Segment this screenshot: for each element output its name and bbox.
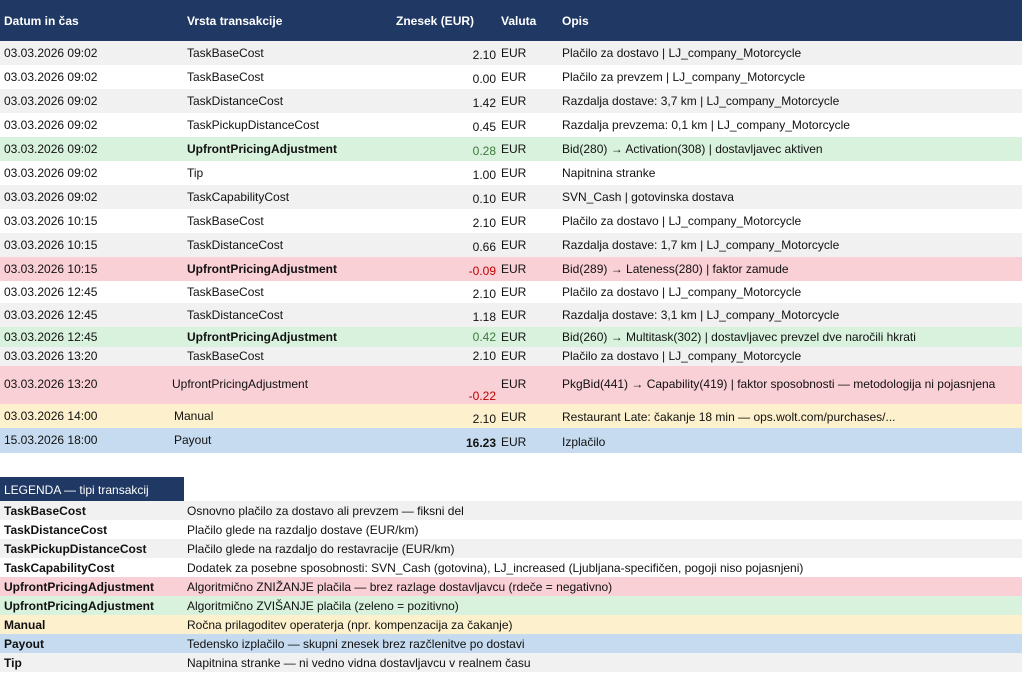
cell-description: Plačilo za dostavo | LJ_company_Motorcycle — [562, 214, 802, 228]
header-amount: Znesek (EUR) — [396, 14, 475, 28]
legend-name: UpfrontPricingAdjustment — [4, 580, 154, 594]
table-row — [0, 303, 1022, 327]
cell-type: UpfrontPricingAdjustment — [187, 142, 337, 156]
cell-description: Bid(289) → Lateness(280) | faktor zamude — [562, 262, 789, 276]
cell-currency: EUR — [501, 285, 527, 299]
header-currency: Valuta — [501, 14, 537, 28]
cell-currency: EUR — [501, 214, 527, 228]
cell-type: TaskPickupDistanceCost — [187, 118, 320, 132]
legend-description: Tedensko izplačilo — skupni znesek brez razčlenitve po dostavi — [187, 637, 525, 651]
legend-name: UpfrontPricingAdjustment — [4, 599, 154, 613]
table-row — [0, 404, 1022, 428]
cell-description: Plačilo za dostavo | LJ_company_Motorcycle — [562, 285, 802, 299]
legend-name: TaskCapabilityCost — [4, 561, 115, 575]
cell-date: 03.03.2026 14:00 — [4, 409, 98, 423]
cell-date: 03.03.2026 09:02 — [4, 46, 98, 60]
legend-description: Napitnina stranke — ni vedno vidna dostavljavcu v realnem času — [187, 656, 531, 670]
cell-amount: 2.10 — [472, 48, 496, 62]
cell-type: TaskDistanceCost — [187, 308, 284, 322]
cell-date: 03.03.2026 12:45 — [4, 308, 98, 322]
cell-amount: 0.66 — [472, 240, 496, 254]
cell-date: 03.03.2026 12:45 — [4, 285, 98, 299]
cell-type: TaskBaseCost — [187, 70, 264, 84]
cell-date: 03.03.2026 09:02 — [4, 166, 98, 180]
cell-type: Payout — [174, 433, 212, 447]
cell-type: TaskBaseCost — [187, 285, 264, 299]
legend-row — [0, 634, 1022, 653]
cell-date: 03.03.2026 13:20 — [4, 377, 98, 391]
table-row — [0, 428, 1022, 453]
table-row — [0, 209, 1022, 233]
legend-name: Manual — [4, 618, 46, 632]
cell-currency: EUR — [501, 308, 527, 322]
cell-currency: EUR — [501, 46, 527, 60]
cell-description: Plačilo za dostavo | LJ_company_Motorcycle — [562, 349, 802, 363]
cell-currency: EUR — [501, 435, 527, 449]
table-row — [0, 89, 1022, 113]
table-header — [0, 0, 1022, 41]
cell-type: UpfrontPricingAdjustment — [187, 330, 337, 344]
legend-name: TaskPickupDistanceCost — [4, 542, 147, 556]
cell-currency: EUR — [501, 377, 527, 391]
cell-amount: 2.10 — [472, 349, 496, 363]
legend-row — [0, 501, 1022, 520]
header-description: Opis — [562, 14, 589, 28]
cell-description: Bid(280) → Activation(308) | dostavljavec aktiven — [562, 142, 823, 156]
cell-description: PkgBid(441) → Capability(419) | faktor sposobnosti — metodologija ni pojasnjena — [562, 377, 996, 391]
legend-description: Algoritmično ZVIŠANJE plačila (zeleno = pozitivno) — [187, 599, 459, 613]
cell-date: 03.03.2026 09:02 — [4, 118, 98, 132]
cell-type: Tip — [187, 166, 204, 180]
legend-name: TaskDistanceCost — [4, 523, 108, 537]
cell-description: Razdalja prevzema: 0,1 km | LJ_company_Motorcycle — [562, 118, 850, 132]
cell-currency: EUR — [501, 349, 527, 363]
cell-currency: EUR — [501, 330, 527, 344]
cell-amount: 2.10 — [472, 412, 496, 426]
cell-amount: 0.42 — [472, 330, 496, 344]
table-row — [0, 257, 1022, 281]
cell-type: TaskBaseCost — [187, 349, 264, 363]
cell-currency: EUR — [501, 166, 527, 180]
cell-type: TaskDistanceCost — [187, 94, 284, 108]
cell-date: 03.03.2026 12:45 — [4, 330, 98, 344]
cell-currency: EUR — [501, 410, 527, 424]
legend-name: TaskBaseCost — [4, 504, 86, 518]
legend-name: Payout — [4, 637, 45, 651]
cell-amount: 2.10 — [472, 216, 496, 230]
legend-row — [0, 558, 1022, 577]
legend-title-text: LEGENDA — tipi transakcij — [4, 483, 149, 497]
table-row — [0, 347, 1022, 366]
cell-date: 03.03.2026 09:02 — [4, 142, 98, 156]
cell-type: TaskDistanceCost — [187, 238, 284, 252]
cell-type: UpfrontPricingAdjustment — [172, 377, 309, 391]
cell-description: Napitnina stranke — [562, 166, 656, 180]
cell-currency: EUR — [501, 262, 527, 276]
cell-amount: -0.09 — [468, 264, 496, 278]
cell-amount: 1.42 — [472, 96, 496, 110]
table-row — [0, 137, 1022, 161]
table-row — [0, 65, 1022, 89]
legend-description: Plačilo glede na razdaljo do restavracije (EUR/km) — [187, 542, 455, 556]
table-row — [0, 233, 1022, 257]
cell-currency: EUR — [501, 70, 527, 84]
cell-description: Plačilo za prevzem | LJ_company_Motorcycle — [562, 70, 806, 84]
legend-title — [0, 477, 184, 501]
cell-date: 03.03.2026 13:20 — [4, 349, 98, 363]
cell-description: Izplačilo — [562, 435, 606, 449]
cell-amount: 0.28 — [472, 144, 496, 158]
cell-type: TaskBaseCost — [187, 214, 264, 228]
header-type: Vrsta transakcije — [187, 14, 283, 28]
cell-type: UpfrontPricingAdjustment — [187, 262, 337, 276]
cell-description: Razdalja dostave: 1,7 km | LJ_company_Motorcycle — [562, 238, 840, 252]
cell-date: 03.03.2026 10:15 — [4, 262, 98, 276]
table-row — [0, 41, 1022, 65]
cell-amount: 16.23 — [465, 436, 496, 450]
cell-description: Restaurant Late: čakanje 18 min — ops.wolt.com/purchases/... — [562, 410, 896, 424]
legend-row — [0, 577, 1022, 596]
cell-description: Razdalja dostave: 3,1 km | LJ_company_Motorcycle — [562, 308, 840, 322]
cell-currency: EUR — [501, 118, 527, 132]
cell-amount: 0.00 — [472, 72, 496, 86]
cell-description: Bid(260) → Multitask(302) | dostavljavec prevzel dve naročili hkrati — [562, 330, 916, 344]
cell-type: TaskCapabilityCost — [187, 190, 290, 204]
header-date: Datum in čas — [4, 14, 79, 28]
cell-currency: EUR — [501, 238, 527, 252]
legend-row — [0, 596, 1022, 615]
cell-date: 03.03.2026 09:02 — [4, 70, 98, 84]
cell-date: 03.03.2026 10:15 — [4, 238, 98, 252]
legend-row — [0, 520, 1022, 539]
legend-description: Plačilo glede na razdaljo dostave (EUR/km) — [187, 523, 419, 537]
table-row — [0, 281, 1022, 303]
table-row — [0, 327, 1022, 347]
cell-amount: 2.10 — [472, 287, 496, 301]
legend-row — [0, 653, 1022, 672]
cell-currency: EUR — [501, 190, 527, 204]
cell-currency: EUR — [501, 142, 527, 156]
legend-description: Algoritmično ZNIŽANJE plačila — brez razlage dostavljavcu (rdeče = negativno) — [187, 580, 613, 594]
cell-amount: 0.10 — [472, 192, 496, 206]
cell-type: TaskBaseCost — [187, 46, 264, 60]
cell-description: SVN_Cash | gotovinska dostava — [562, 190, 734, 204]
table-row — [0, 185, 1022, 209]
table-row — [0, 161, 1022, 185]
legend-description: Dodatek za posebne sposobnosti: SVN_Cash (gotovina), LJ_increased (Ljubljana-specifičen, pogoji niso pojasnjeni) — [187, 561, 804, 575]
cell-date: 03.03.2026 10:15 — [4, 214, 98, 228]
table-row — [0, 366, 1022, 404]
cell-amount: 0.45 — [472, 120, 496, 134]
table-row — [0, 113, 1022, 137]
cell-date: 03.03.2026 09:02 — [4, 94, 98, 108]
cell-amount: -0.22 — [468, 389, 496, 403]
cell-amount: 1.18 — [472, 310, 496, 324]
cell-type: Manual — [174, 409, 214, 423]
cell-description: Plačilo za dostavo | LJ_company_Motorcycle — [562, 46, 802, 60]
cell-date: 03.03.2026 09:02 — [4, 190, 98, 204]
cell-amount: 1.00 — [472, 168, 496, 182]
cell-description: Razdalja dostave: 3,7 km | LJ_company_Motorcycle — [562, 94, 840, 108]
legend-description: Ročna prilagoditev operaterja (npr. kompenzacija za čakanje) — [187, 618, 513, 632]
cell-date: 15.03.2026 18:00 — [4, 433, 98, 447]
legend-name: Tip — [4, 656, 22, 670]
legend-row — [0, 615, 1022, 634]
cell-currency: EUR — [501, 94, 527, 108]
legend-row — [0, 539, 1022, 558]
legend-description: Osnovno plačilo za dostavo ali prevzem — fiksni del — [187, 504, 464, 518]
